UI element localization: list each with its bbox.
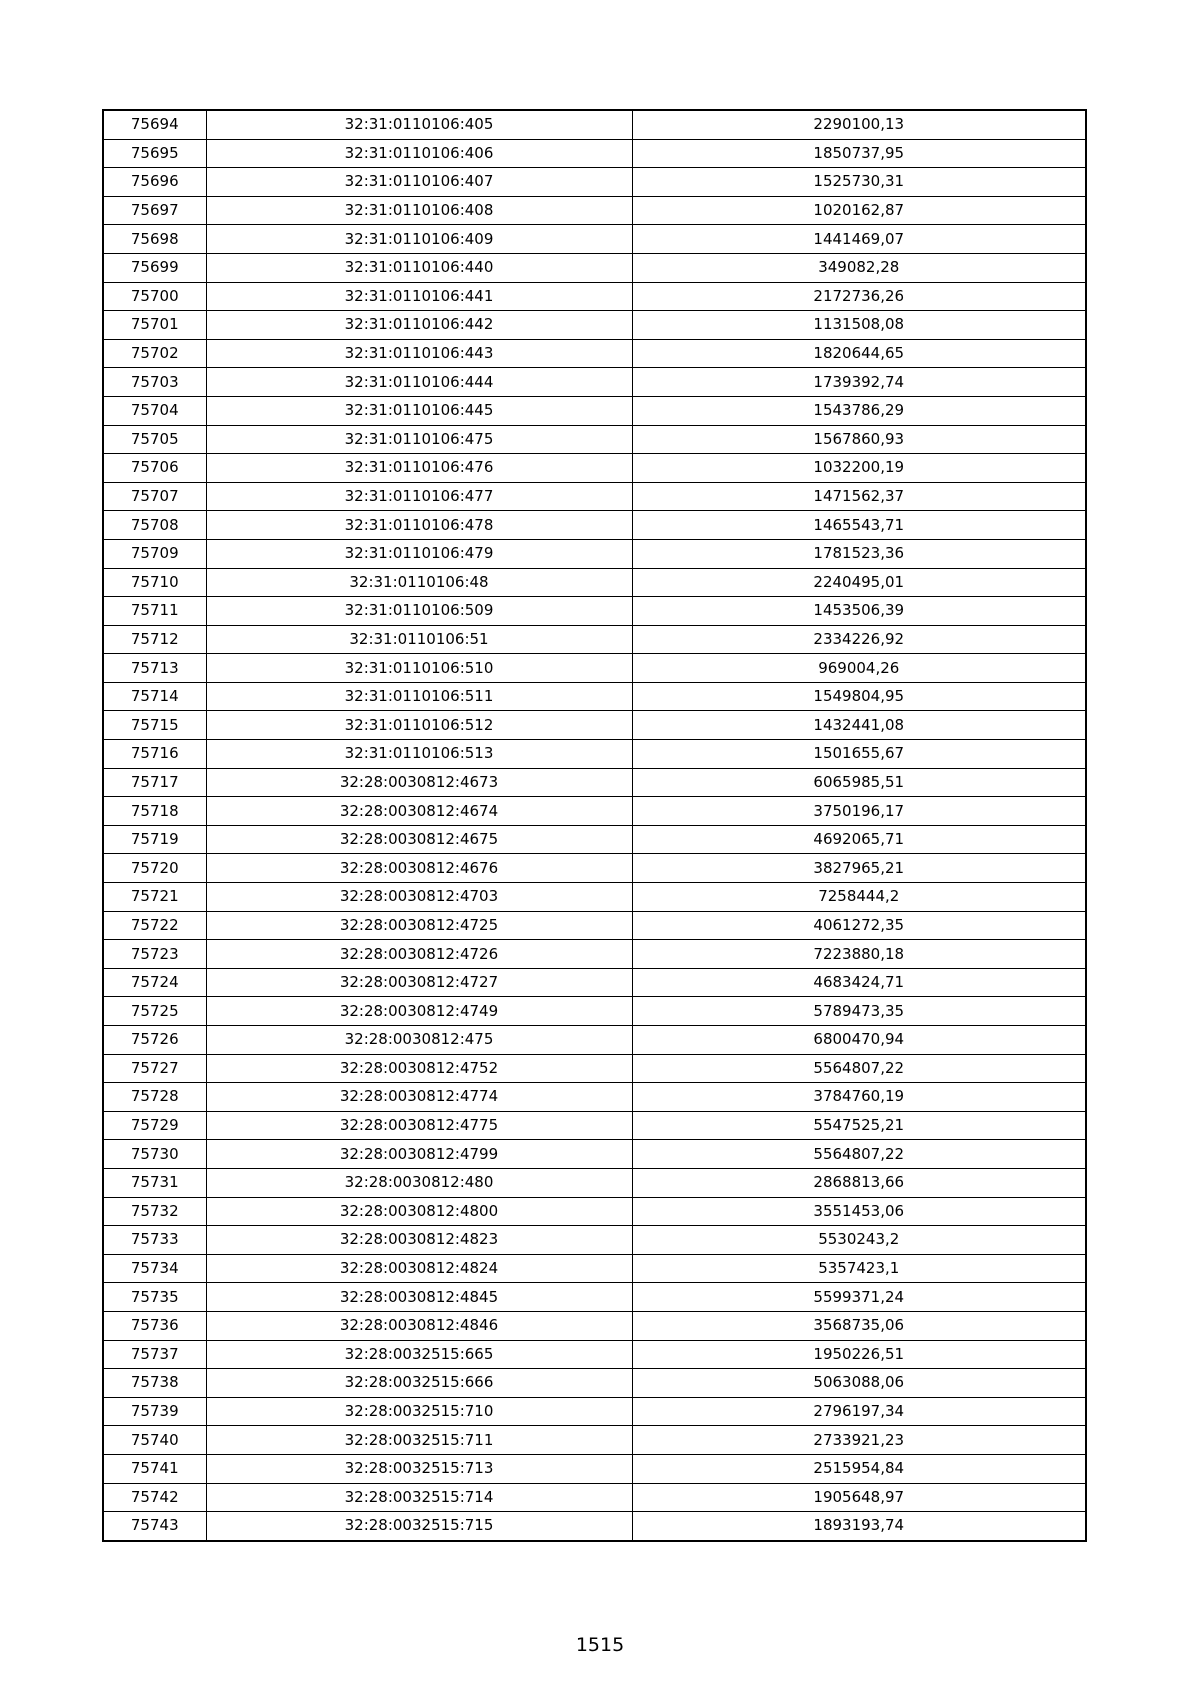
row-number-cell: 75708 — [103, 511, 206, 540]
cadastral-number-cell: 32:31:0110106:408 — [206, 196, 632, 225]
cadastral-number-cell: 32:31:0110106:478 — [206, 511, 632, 540]
table-row — [103, 110, 1086, 139]
value-cell: 1950226,51 — [632, 1340, 1086, 1369]
value-cell: 1893193,74 — [632, 1512, 1086, 1541]
table-row — [103, 883, 1086, 912]
cadastral-value-table — [102, 109, 1087, 1542]
value-cell: 3784760,19 — [632, 1083, 1086, 1112]
row-number-cell: 75737 — [103, 1340, 206, 1369]
cadastral-number-cell: 32:28:0030812:4846 — [206, 1311, 632, 1340]
row-number-cell: 75735 — [103, 1283, 206, 1312]
cadastral-number-cell: 32:28:0032515:666 — [206, 1369, 632, 1398]
value-cell: 1453506,39 — [632, 597, 1086, 626]
value-cell: 4061272,35 — [632, 911, 1086, 940]
cadastral-number-cell: 32:28:0030812:4703 — [206, 883, 632, 912]
row-number-cell: 75695 — [103, 139, 206, 168]
row-number-cell: 75700 — [103, 282, 206, 311]
table-row — [103, 1197, 1086, 1226]
cadastral-number-cell: 32:31:0110106:444 — [206, 368, 632, 397]
table-row — [103, 1111, 1086, 1140]
table-row — [103, 1340, 1086, 1369]
row-number-cell: 75726 — [103, 1026, 206, 1055]
row-number-cell: 75718 — [103, 797, 206, 826]
row-number-cell: 75712 — [103, 625, 206, 654]
cadastral-number-cell: 32:31:0110106:51 — [206, 625, 632, 654]
row-number-cell: 75722 — [103, 911, 206, 940]
row-number-cell: 75698 — [103, 225, 206, 254]
row-number-cell: 75696 — [103, 168, 206, 197]
table-row — [103, 997, 1086, 1026]
table-row — [103, 1026, 1086, 1055]
cadastral-number-cell: 32:31:0110106:443 — [206, 339, 632, 368]
cadastral-number-cell: 32:31:0110106:513 — [206, 740, 632, 769]
row-number-cell: 75721 — [103, 883, 206, 912]
cadastral-number-cell: 32:31:0110106:405 — [206, 110, 632, 139]
row-number-cell: 75724 — [103, 968, 206, 997]
value-cell: 2172736,26 — [632, 282, 1086, 311]
value-cell: 3551453,06 — [632, 1197, 1086, 1226]
table-row — [103, 740, 1086, 769]
cadastral-number-cell: 32:31:0110106:440 — [206, 253, 632, 282]
value-cell: 2334226,92 — [632, 625, 1086, 654]
table-row — [103, 1369, 1086, 1398]
table-row — [103, 682, 1086, 711]
row-number-cell: 75727 — [103, 1054, 206, 1083]
table-row — [103, 225, 1086, 254]
row-number-cell: 75729 — [103, 1111, 206, 1140]
cadastral-number-cell: 32:28:0030812:4725 — [206, 911, 632, 940]
row-number-cell: 75714 — [103, 682, 206, 711]
table-row — [103, 968, 1086, 997]
row-number-cell: 75739 — [103, 1397, 206, 1426]
value-cell: 2733921,23 — [632, 1426, 1086, 1455]
cadastral-number-cell: 32:28:0030812:4673 — [206, 768, 632, 797]
cadastral-number-cell: 32:28:0032515:715 — [206, 1512, 632, 1541]
value-cell: 4692065,71 — [632, 825, 1086, 854]
row-number-cell: 75702 — [103, 339, 206, 368]
row-number-cell: 75730 — [103, 1140, 206, 1169]
table-row — [103, 1054, 1086, 1083]
cadastral-number-cell: 32:28:0030812:4845 — [206, 1283, 632, 1312]
value-cell: 1905648,97 — [632, 1483, 1086, 1512]
cadastral-number-cell: 32:31:0110106:510 — [206, 654, 632, 683]
table-row — [103, 396, 1086, 425]
table-body — [103, 110, 1086, 1541]
row-number-cell: 75742 — [103, 1483, 206, 1512]
table-row — [103, 1311, 1086, 1340]
cadastral-number-cell: 32:28:0030812:480 — [206, 1168, 632, 1197]
value-cell: 6065985,51 — [632, 768, 1086, 797]
row-number-cell: 75728 — [103, 1083, 206, 1112]
table-row — [103, 1512, 1086, 1541]
value-cell: 1465543,71 — [632, 511, 1086, 540]
cadastral-number-cell: 32:31:0110106:445 — [206, 396, 632, 425]
row-number-cell: 75736 — [103, 1311, 206, 1340]
row-number-cell: 75711 — [103, 597, 206, 626]
table-row — [103, 597, 1086, 626]
row-number-cell: 75701 — [103, 311, 206, 340]
value-cell: 2796197,34 — [632, 1397, 1086, 1426]
row-number-cell: 75713 — [103, 654, 206, 683]
cadastral-number-cell: 32:31:0110106:475 — [206, 425, 632, 454]
row-number-cell: 75706 — [103, 454, 206, 483]
table-row — [103, 711, 1086, 740]
table-row — [103, 168, 1086, 197]
cadastral-number-cell: 32:28:0030812:4775 — [206, 1111, 632, 1140]
cadastral-number-cell: 32:31:0110106:409 — [206, 225, 632, 254]
value-cell: 1131508,08 — [632, 311, 1086, 340]
row-number-cell: 75719 — [103, 825, 206, 854]
page-number: 1515 — [575, 1634, 625, 1656]
value-cell: 7258444,2 — [632, 883, 1086, 912]
cadastral-number-cell: 32:31:0110106:512 — [206, 711, 632, 740]
value-cell: 1850737,95 — [632, 139, 1086, 168]
table-row — [103, 1454, 1086, 1483]
value-cell: 3750196,17 — [632, 797, 1086, 826]
row-number-cell: 75699 — [103, 253, 206, 282]
cadastral-number-cell: 32:31:0110106:479 — [206, 539, 632, 568]
value-cell: 1739392,74 — [632, 368, 1086, 397]
value-cell: 5599371,24 — [632, 1283, 1086, 1312]
row-number-cell: 75716 — [103, 740, 206, 769]
table-row — [103, 539, 1086, 568]
row-number-cell: 75743 — [103, 1512, 206, 1541]
value-cell: 5564807,22 — [632, 1054, 1086, 1083]
table-row — [103, 454, 1086, 483]
value-cell: 5789473,35 — [632, 997, 1086, 1026]
cadastral-number-cell: 32:28:0030812:4726 — [206, 940, 632, 969]
table-row — [103, 425, 1086, 454]
table-row — [103, 1426, 1086, 1455]
value-cell: 2290100,13 — [632, 110, 1086, 139]
value-cell: 7223880,18 — [632, 940, 1086, 969]
table-row — [103, 654, 1086, 683]
value-cell: 5357423,1 — [632, 1254, 1086, 1283]
row-number-cell: 75732 — [103, 1197, 206, 1226]
cadastral-number-cell: 32:31:0110106:48 — [206, 568, 632, 597]
cadastral-number-cell: 32:28:0030812:4774 — [206, 1083, 632, 1112]
value-cell: 349082,28 — [632, 253, 1086, 282]
cadastral-number-cell: 32:28:0030812:4824 — [206, 1254, 632, 1283]
cadastral-number-cell: 32:28:0030812:4823 — [206, 1226, 632, 1255]
cadastral-number-cell: 32:28:0032515:711 — [206, 1426, 632, 1455]
cadastral-number-cell: 32:28:0032515:713 — [206, 1454, 632, 1483]
table-row — [103, 1168, 1086, 1197]
cadastral-number-cell: 32:28:0032515:714 — [206, 1483, 632, 1512]
value-cell: 1543786,29 — [632, 396, 1086, 425]
table-row — [103, 1397, 1086, 1426]
cadastral-number-cell: 32:31:0110106:511 — [206, 682, 632, 711]
cadastral-number-cell: 32:31:0110106:441 — [206, 282, 632, 311]
value-cell: 969004,26 — [632, 654, 1086, 683]
value-cell: 1549804,95 — [632, 682, 1086, 711]
value-cell: 5547525,21 — [632, 1111, 1086, 1140]
row-number-cell: 75703 — [103, 368, 206, 397]
row-number-cell: 75725 — [103, 997, 206, 1026]
table-row — [103, 625, 1086, 654]
cadastral-number-cell: 32:28:0030812:4799 — [206, 1140, 632, 1169]
value-cell: 2868813,66 — [632, 1168, 1086, 1197]
row-number-cell: 75733 — [103, 1226, 206, 1255]
value-cell: 1020162,87 — [632, 196, 1086, 225]
value-cell: 5564807,22 — [632, 1140, 1086, 1169]
row-number-cell: 75694 — [103, 110, 206, 139]
table-row — [103, 282, 1086, 311]
table-row — [103, 1483, 1086, 1512]
value-cell: 2240495,01 — [632, 568, 1086, 597]
row-number-cell: 75723 — [103, 940, 206, 969]
value-cell: 1501655,67 — [632, 740, 1086, 769]
cadastral-number-cell: 32:28:0030812:475 — [206, 1026, 632, 1055]
value-cell: 1567860,93 — [632, 425, 1086, 454]
row-number-cell: 75734 — [103, 1254, 206, 1283]
value-cell: 2515954,84 — [632, 1454, 1086, 1483]
table-row — [103, 911, 1086, 940]
table-row — [103, 368, 1086, 397]
row-number-cell: 75710 — [103, 568, 206, 597]
value-cell: 4683424,71 — [632, 968, 1086, 997]
table-row — [103, 1254, 1086, 1283]
row-number-cell: 75697 — [103, 196, 206, 225]
cadastral-number-cell: 32:28:0030812:4675 — [206, 825, 632, 854]
table-row — [103, 768, 1086, 797]
row-number-cell: 75738 — [103, 1369, 206, 1398]
table-row — [103, 139, 1086, 168]
value-cell: 1432441,08 — [632, 711, 1086, 740]
table-row — [103, 797, 1086, 826]
row-number-cell: 75717 — [103, 768, 206, 797]
value-cell: 1525730,31 — [632, 168, 1086, 197]
row-number-cell: 75741 — [103, 1454, 206, 1483]
row-number-cell: 75704 — [103, 396, 206, 425]
cadastral-number-cell: 32:28:0030812:4727 — [206, 968, 632, 997]
table-row — [103, 311, 1086, 340]
cadastral-number-cell: 32:28:0030812:4749 — [206, 997, 632, 1026]
value-cell: 1441469,07 — [632, 225, 1086, 254]
table-row — [103, 482, 1086, 511]
value-cell: 1820644,65 — [632, 339, 1086, 368]
cadastral-number-cell: 32:31:0110106:442 — [206, 311, 632, 340]
cadastral-number-cell: 32:31:0110106:407 — [206, 168, 632, 197]
cadastral-number-cell: 32:31:0110106:509 — [206, 597, 632, 626]
table-row — [103, 511, 1086, 540]
table-row — [103, 825, 1086, 854]
table-row — [103, 196, 1086, 225]
row-number-cell: 75740 — [103, 1426, 206, 1455]
cadastral-number-cell: 32:31:0110106:406 — [206, 139, 632, 168]
value-cell: 1781523,36 — [632, 539, 1086, 568]
value-cell: 6800470,94 — [632, 1026, 1086, 1055]
value-cell: 3827965,21 — [632, 854, 1086, 883]
cadastral-number-cell: 32:28:0032515:710 — [206, 1397, 632, 1426]
table-row — [103, 568, 1086, 597]
cadastral-number-cell: 32:31:0110106:477 — [206, 482, 632, 511]
row-number-cell: 75731 — [103, 1168, 206, 1197]
row-number-cell: 75707 — [103, 482, 206, 511]
cadastral-number-cell: 32:28:0030812:4676 — [206, 854, 632, 883]
value-cell: 5063088,06 — [632, 1369, 1086, 1398]
cadastral-number-cell: 32:28:0030812:4752 — [206, 1054, 632, 1083]
value-cell: 1032200,19 — [632, 454, 1086, 483]
cadastral-number-cell: 32:28:0030812:4800 — [206, 1197, 632, 1226]
row-number-cell: 75709 — [103, 539, 206, 568]
cadastral-number-cell: 32:28:0032515:665 — [206, 1340, 632, 1369]
cadastral-number-cell: 32:28:0030812:4674 — [206, 797, 632, 826]
table-row — [103, 854, 1086, 883]
value-cell: 3568735,06 — [632, 1311, 1086, 1340]
table-row — [103, 1283, 1086, 1312]
table-row — [103, 1140, 1086, 1169]
table-row — [103, 1083, 1086, 1112]
row-number-cell: 75705 — [103, 425, 206, 454]
value-cell: 1471562,37 — [632, 482, 1086, 511]
table-row — [103, 940, 1086, 969]
value-cell: 5530243,2 — [632, 1226, 1086, 1255]
cadastral-number-cell: 32:31:0110106:476 — [206, 454, 632, 483]
table-row — [103, 339, 1086, 368]
table-row — [103, 1226, 1086, 1255]
table-row — [103, 253, 1086, 282]
row-number-cell: 75720 — [103, 854, 206, 883]
row-number-cell: 75715 — [103, 711, 206, 740]
